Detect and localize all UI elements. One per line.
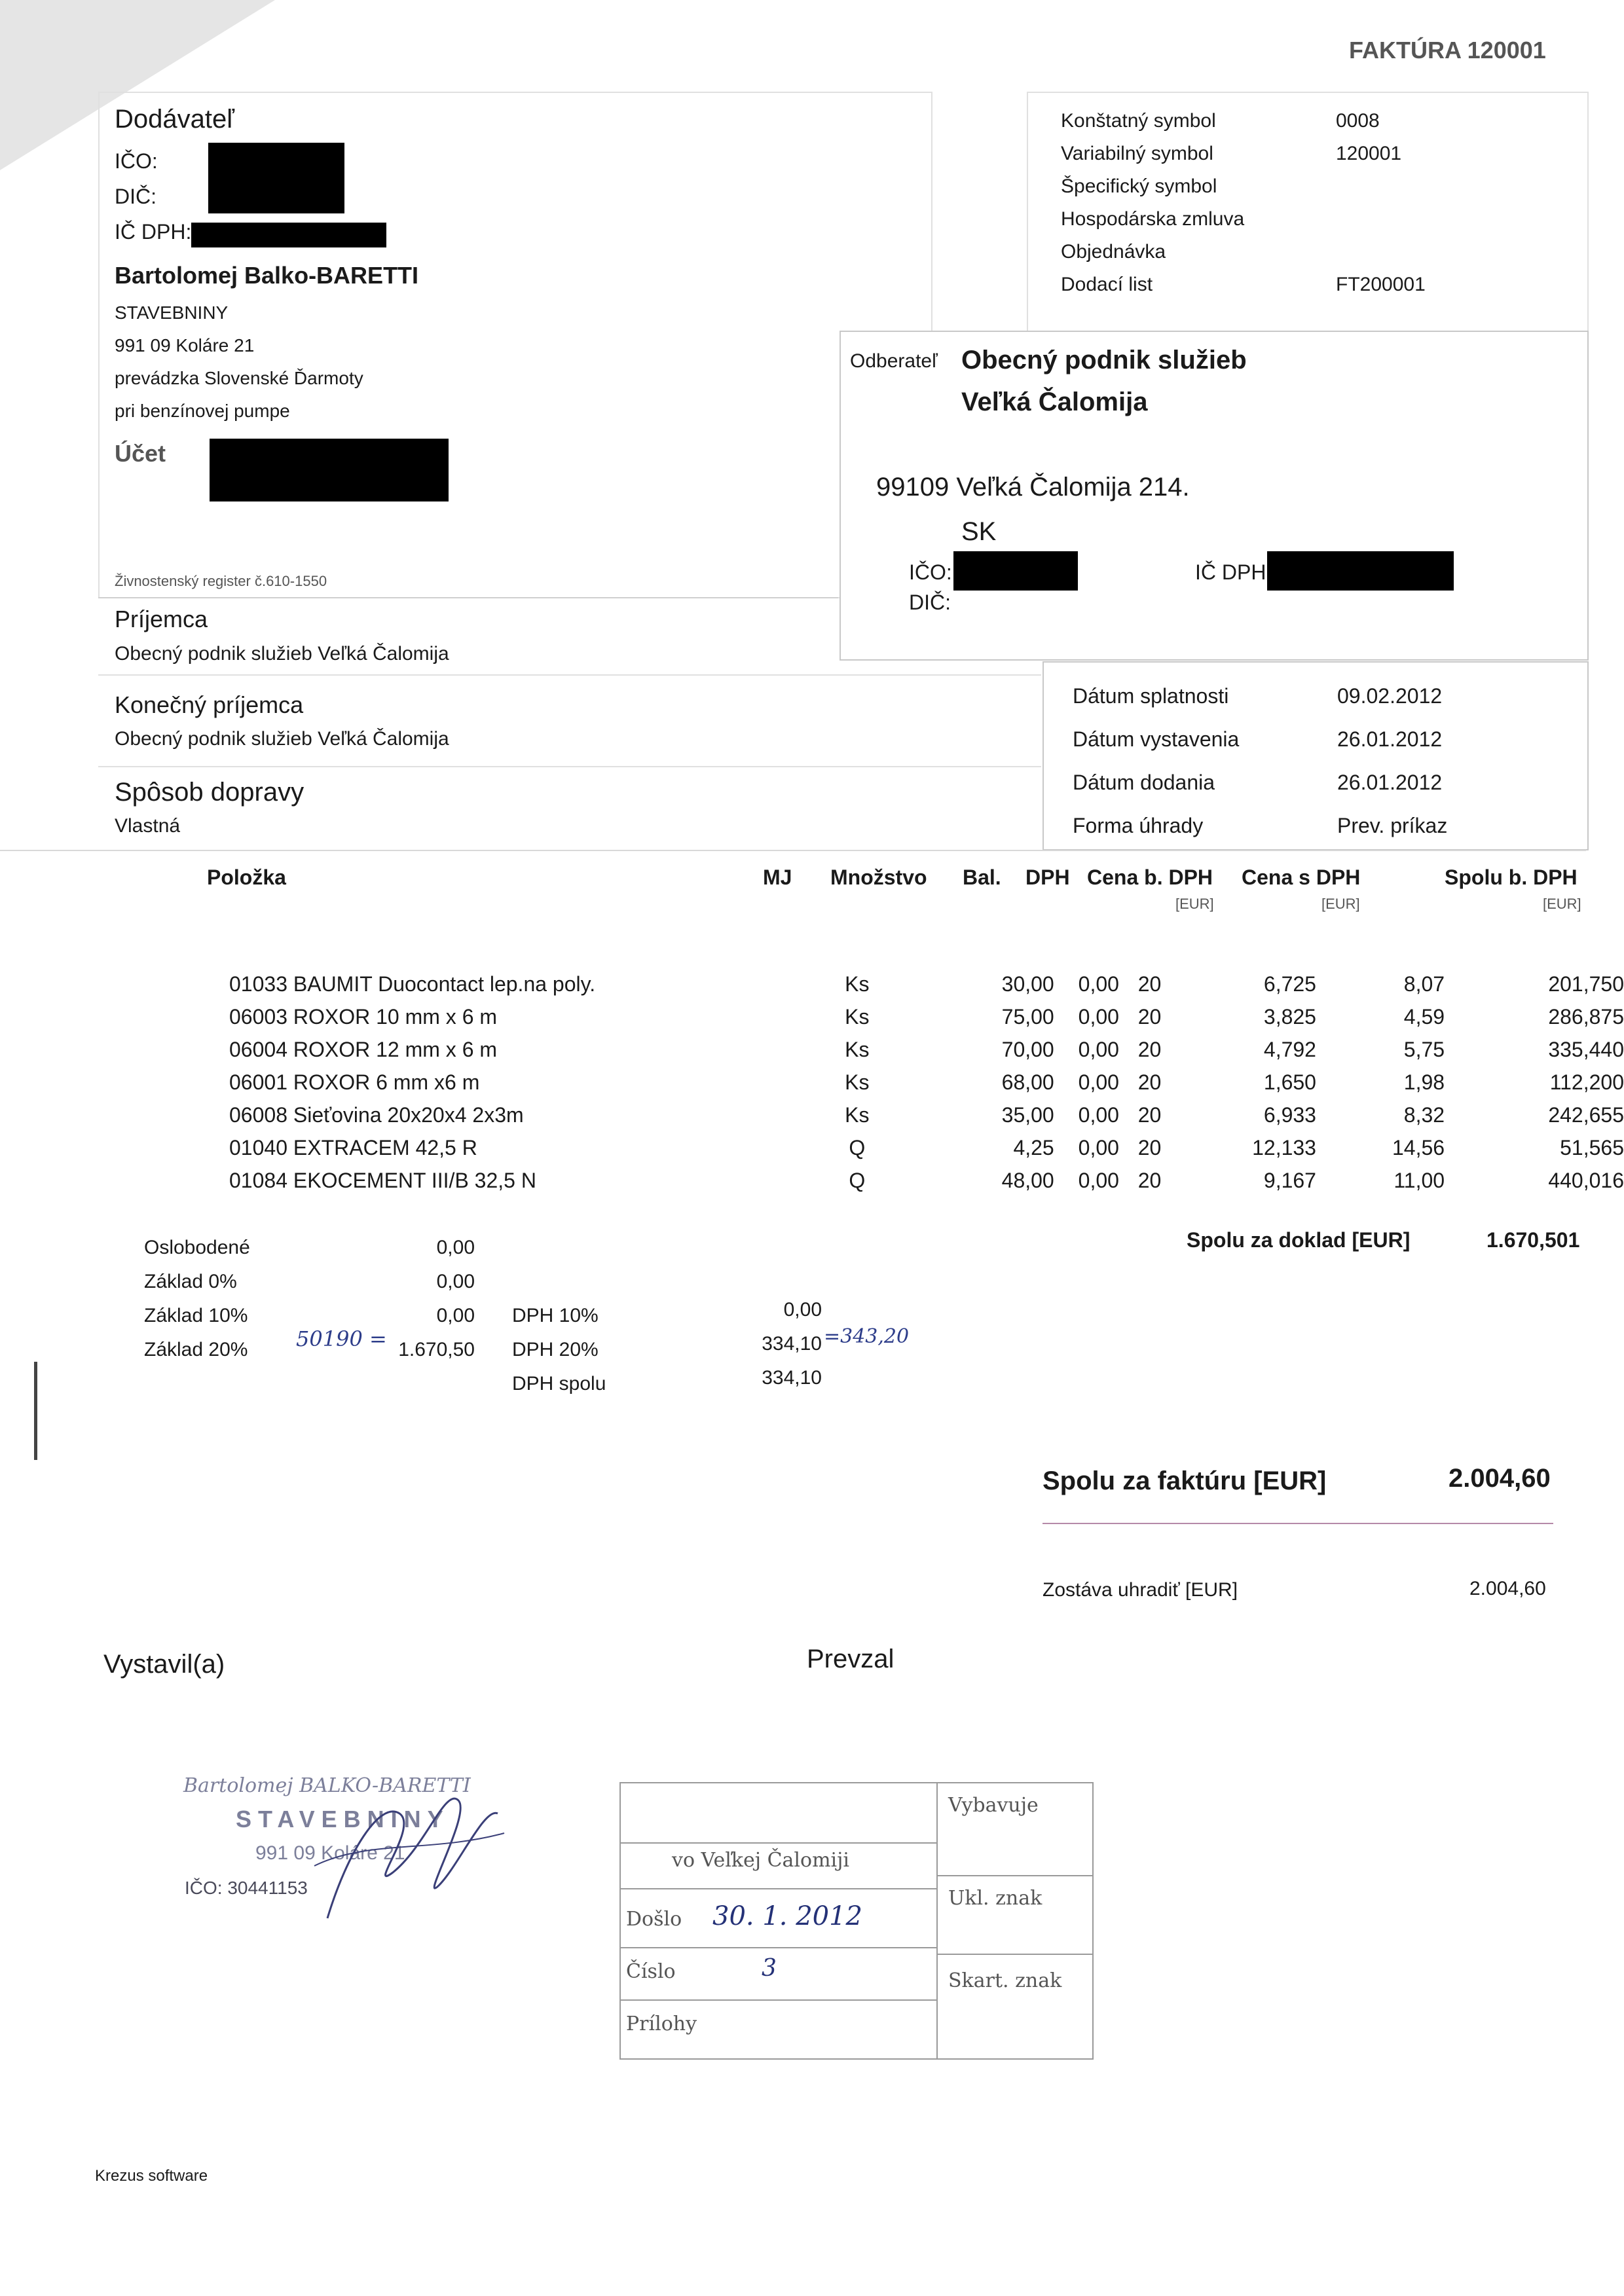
software-credit: Krezus software <box>95 2167 208 2185</box>
header-unit: MJ <box>763 866 792 889</box>
recipient-label: Príjemca <box>115 606 208 632</box>
doc-total-label: Spolu za doklad [EUR] <box>1187 1228 1411 1252</box>
row-total-ex: 201,750 <box>1548 972 1624 996</box>
transport-label: Spôsob dopravy <box>115 778 304 807</box>
row-vat: 20 <box>1137 972 1162 996</box>
registry-town: vo Veľkej Čalomiji <box>672 1849 850 1872</box>
row-price-ex: 3,825 <box>1263 1004 1316 1029</box>
divider-table-top <box>0 850 1586 851</box>
row-qty: 48,00 <box>1001 1168 1054 1192</box>
base-value-20: 1.670,50 <box>398 1339 475 1360</box>
scan-artifact <box>34 1362 37 1460</box>
table-row <box>98 1000 1624 1033</box>
transport-value: Vlastná <box>115 815 181 837</box>
registry-divider <box>936 1783 938 2058</box>
row-vat: 20 <box>1137 1168 1162 1192</box>
registry-number-label: Číslo <box>626 1960 676 1983</box>
row-price-ex: 6,725 <box>1263 972 1316 996</box>
row-total-ex: 51,565 <box>1560 1135 1624 1159</box>
customer-ico-label: IČO: <box>909 560 952 584</box>
due-date-value: 09.02.2012 <box>1337 684 1443 708</box>
header-eur-3: [EUR] <box>1543 896 1581 912</box>
supplier-account-label: Účet <box>115 440 166 467</box>
vat-value-10: 0,00 <box>783 1299 822 1321</box>
row-item: 06003 ROXOR 10 mm x 6 m <box>229 1004 498 1029</box>
symbol-label-specific: Špecifický symbol <box>1061 175 1217 197</box>
customer-name-2: Veľká Čalomija <box>961 388 1148 416</box>
received-by-label: Prevzal <box>807 1645 895 1673</box>
symbol-value-delivery: FT200001 <box>1336 274 1426 295</box>
base-labels <box>144 1231 250 1367</box>
symbol-value-specific <box>1336 170 1426 203</box>
symbol-label-delivery: Dodací list <box>1061 274 1153 295</box>
supplier-line2: 991 09 Koláre 21 <box>115 335 255 355</box>
supplier-stamp <box>183 1774 537 1931</box>
redaction-account <box>210 439 449 501</box>
stamp-supplier-line1: Bartolomej BALKO-BARETTI <box>183 1774 471 1797</box>
symbol-value-variable: 120001 <box>1336 143 1402 164</box>
signature-scribble <box>288 1774 537 1931</box>
row-total-ex: 335,440 <box>1548 1037 1624 1061</box>
redaction-supplier-icdph <box>191 223 386 247</box>
delivery-date-value: 26.01.2012 <box>1337 771 1443 794</box>
row-vat: 20 <box>1137 1037 1162 1061</box>
supplier-name: Bartolomej Balko-BARETTI <box>115 262 419 289</box>
date-values <box>1337 674 1447 847</box>
table-row <box>98 968 1624 1000</box>
payment-form-label: Forma úhrady <box>1073 814 1204 837</box>
supplier-register: Živnostenský register č.610-1550 <box>115 573 327 589</box>
row-bal: 0,00 <box>1078 1037 1119 1061</box>
row-price-ex: 6,933 <box>1263 1102 1316 1127</box>
row-unit: Ks <box>845 1037 870 1061</box>
customer-icdph-label: IČ DPH <box>1195 560 1266 584</box>
redaction-supplier-ico <box>208 143 344 213</box>
issue-date-label: Dátum vystavenia <box>1073 727 1240 751</box>
registry-handled-label: Vybavuje <box>948 1794 1039 1817</box>
row-bal: 0,00 <box>1078 1070 1119 1094</box>
base-label-20: Základ 20% <box>144 1339 248 1360</box>
row-price-ex: 1,650 <box>1263 1070 1316 1094</box>
supplier-line1: STAVEBNINY <box>115 302 229 323</box>
vat-label-10: DPH 10% <box>512 1305 599 1326</box>
row-item: 06008 Sieťovina 20x20x4 2x3m <box>229 1102 524 1127</box>
symbol-value-order <box>1336 236 1426 268</box>
supplier-section-label: Dodávateľ <box>115 105 234 134</box>
row-qty: 75,00 <box>1001 1004 1054 1029</box>
row-unit: Ks <box>845 1102 870 1127</box>
registry-storage-label: Ukl. znak <box>948 1887 1043 1910</box>
header-vat: DPH <box>1025 866 1070 889</box>
stamp-supplier-line4: IČO: 30441153 <box>185 1878 308 1898</box>
stamp-supplier-line3: 991 09 Koláre 21 <box>255 1842 405 1864</box>
row-price-inc: 5,75 <box>1403 1037 1445 1061</box>
vat-label-total: DPH spolu <box>512 1373 606 1394</box>
remaining-value: 2.004,60 <box>1469 1578 1546 1599</box>
divider-recipient <box>98 597 838 598</box>
row-unit: Ks <box>845 972 870 996</box>
row-vat: 20 <box>1137 1135 1162 1159</box>
row-price-inc: 4,59 <box>1403 1004 1445 1029</box>
totals-rule <box>1043 1523 1553 1524</box>
base-label-exempt: Oslobodené <box>144 1237 250 1258</box>
customer-address: 99109 Veľká Čalomija 214. <box>876 473 1190 501</box>
doc-total-value: 1.670,501 <box>1486 1228 1580 1252</box>
table-row <box>98 1033 1624 1066</box>
base-label-0: Základ 0% <box>144 1271 237 1292</box>
symbol-value-constant: 0008 <box>1336 110 1380 132</box>
due-date-label: Dátum splatnosti <box>1073 684 1229 708</box>
table-row <box>98 1131 1624 1164</box>
customer-dic-label: DIČ: <box>909 591 951 614</box>
row-vat: 20 <box>1137 1102 1162 1127</box>
row-price-inc: 8,07 <box>1403 972 1445 996</box>
supplier-dic-label: DIČ: <box>115 185 157 208</box>
handwritten-base-note: 50190 = <box>296 1326 387 1351</box>
customer-country: SK <box>961 517 997 546</box>
base-value-exempt: 0,00 <box>436 1237 475 1258</box>
registry-received-value: 30. 1. 2012 <box>712 1901 863 1931</box>
row-item: 06004 ROXOR 12 mm x 6 m <box>229 1037 498 1061</box>
recipient-value: Obecný podnik služieb Veľká Čalomija <box>115 643 449 665</box>
row-item: 06001 ROXOR 6 mm x6 m <box>229 1070 480 1094</box>
vat-value-20: 334,10 <box>762 1333 822 1355</box>
row-total-ex: 440,016 <box>1548 1168 1624 1192</box>
redaction-customer-icdph <box>1267 551 1454 591</box>
issue-date-value: 26.01.2012 <box>1337 727 1443 751</box>
row-price-inc: 14,56 <box>1392 1135 1445 1159</box>
row-bal: 0,00 <box>1078 1102 1119 1127</box>
row-price-ex: 12,133 <box>1252 1135 1316 1159</box>
invoice-title: FAKTÚRA 120001 <box>1349 37 1546 64</box>
row-qty: 70,00 <box>1001 1037 1054 1061</box>
row-bal: 0,00 <box>1078 1135 1119 1159</box>
payment-form-value: Prev. príkaz <box>1337 814 1448 837</box>
vat-values <box>720 1293 822 1395</box>
vat-value-total: 334,10 <box>762 1367 822 1389</box>
final-recipient-value: Obecný podnik služieb Veľká Čalomija <box>115 728 449 750</box>
remaining-label: Zostáva uhradiť [EUR] <box>1043 1579 1238 1601</box>
row-qty: 30,00 <box>1001 972 1054 996</box>
stamp-supplier-line2: STAVEBNINY <box>236 1806 450 1832</box>
row-price-inc: 1,98 <box>1403 1070 1445 1094</box>
customer-label: Odberateľ <box>850 350 938 372</box>
row-unit: Ks <box>845 1004 870 1029</box>
table-row <box>98 1099 1624 1131</box>
header-total-ex: Spolu b. DPH <box>1445 866 1578 889</box>
registry-attachments-label: Prílohy <box>626 2013 697 2035</box>
symbol-values <box>1336 105 1426 301</box>
row-item: 01033 BAUMIT Duocontact lep.na poly. <box>229 972 596 996</box>
row-total-ex: 286,875 <box>1548 1004 1624 1029</box>
divider-transport <box>98 766 1041 767</box>
invoice-total-value: 2.004,60 <box>1449 1464 1551 1493</box>
delivery-date-label: Dátum dodania <box>1073 771 1215 794</box>
row-item: 01040 EXTRACEM 42,5 R <box>229 1135 477 1159</box>
vat-labels <box>512 1299 606 1401</box>
symbol-label-variable: Variabilný symbol <box>1061 143 1213 164</box>
registry-number-value: 3 <box>762 1955 777 1982</box>
row-item: 01084 EKOCEMENT III/B 32,5 N <box>229 1168 536 1192</box>
customer-name-1: Obecný podnik služieb <box>961 346 1247 374</box>
items-table <box>98 968 1624 1197</box>
header-eur-2: [EUR] <box>1321 896 1360 912</box>
row-bal: 0,00 <box>1078 972 1119 996</box>
symbol-label-contract: Hospodárska zmluva <box>1061 208 1245 230</box>
registry-stamp <box>619 1782 1094 2060</box>
row-qty: 68,00 <box>1001 1070 1054 1094</box>
header-item: Položka <box>207 866 286 889</box>
base-value-0: 0,00 <box>436 1271 475 1292</box>
row-price-ex: 4,792 <box>1263 1037 1316 1061</box>
symbol-value-contract <box>1336 203 1426 236</box>
redaction-customer-ico <box>953 551 1078 591</box>
row-price-inc: 11,00 <box>1393 1168 1445 1192</box>
registry-shred-label: Skart. znak <box>948 1969 1062 1992</box>
invoice-total-label: Spolu za faktúru [EUR] <box>1043 1467 1327 1495</box>
row-qty: 35,00 <box>1001 1102 1054 1127</box>
row-total-ex: 112,200 <box>1549 1070 1624 1094</box>
row-total-ex: 242,655 <box>1548 1102 1624 1127</box>
header-qty: Množstvo <box>830 866 927 889</box>
header-eur-1: [EUR] <box>1175 896 1214 912</box>
symbol-label-order: Objednávka <box>1061 241 1166 263</box>
registry-received-label: Došlo <box>626 1908 682 1931</box>
row-vat: 20 <box>1137 1070 1162 1094</box>
header-price-ex: Cena b. DPH <box>1087 866 1213 889</box>
vat-label-20: DPH 20% <box>512 1339 599 1360</box>
base-value-10: 0,00 <box>436 1305 475 1326</box>
header-bal: Bal. <box>963 866 1001 889</box>
row-unit: Ks <box>845 1070 870 1094</box>
table-row <box>98 1164 1624 1197</box>
row-price-inc: 8,32 <box>1403 1102 1445 1127</box>
base-label-10: Základ 10% <box>144 1305 248 1326</box>
supplier-icdph-label: IČ DPH: <box>115 220 192 244</box>
supplier-ico-label: IČO: <box>115 149 158 173</box>
issued-by-label: Vystavil(a) <box>103 1650 225 1679</box>
supplier-line3: prevádzka Slovenské Ďarmoty <box>115 368 363 388</box>
table-row <box>98 1066 1624 1099</box>
handwritten-vat-note: =343,20 <box>824 1325 910 1348</box>
row-bal: 0,00 <box>1078 1168 1119 1192</box>
row-qty: 4,25 <box>1013 1135 1054 1159</box>
date-labels <box>1073 674 1239 847</box>
symbol-label-constant: Konštatný symbol <box>1061 110 1216 132</box>
row-unit: Q <box>849 1168 866 1192</box>
supplier-line4: pri benzínovej pumpe <box>115 401 290 421</box>
row-bal: 0,00 <box>1078 1004 1119 1029</box>
row-unit: Q <box>849 1135 866 1159</box>
final-recipient-label: Konečný príjemca <box>115 691 304 718</box>
row-vat: 20 <box>1137 1004 1162 1029</box>
row-price-ex: 9,167 <box>1263 1168 1316 1192</box>
header-price-inc: Cena s DPH <box>1242 866 1361 889</box>
symbol-labels <box>1061 105 1244 301</box>
divider-final <box>98 674 1041 676</box>
